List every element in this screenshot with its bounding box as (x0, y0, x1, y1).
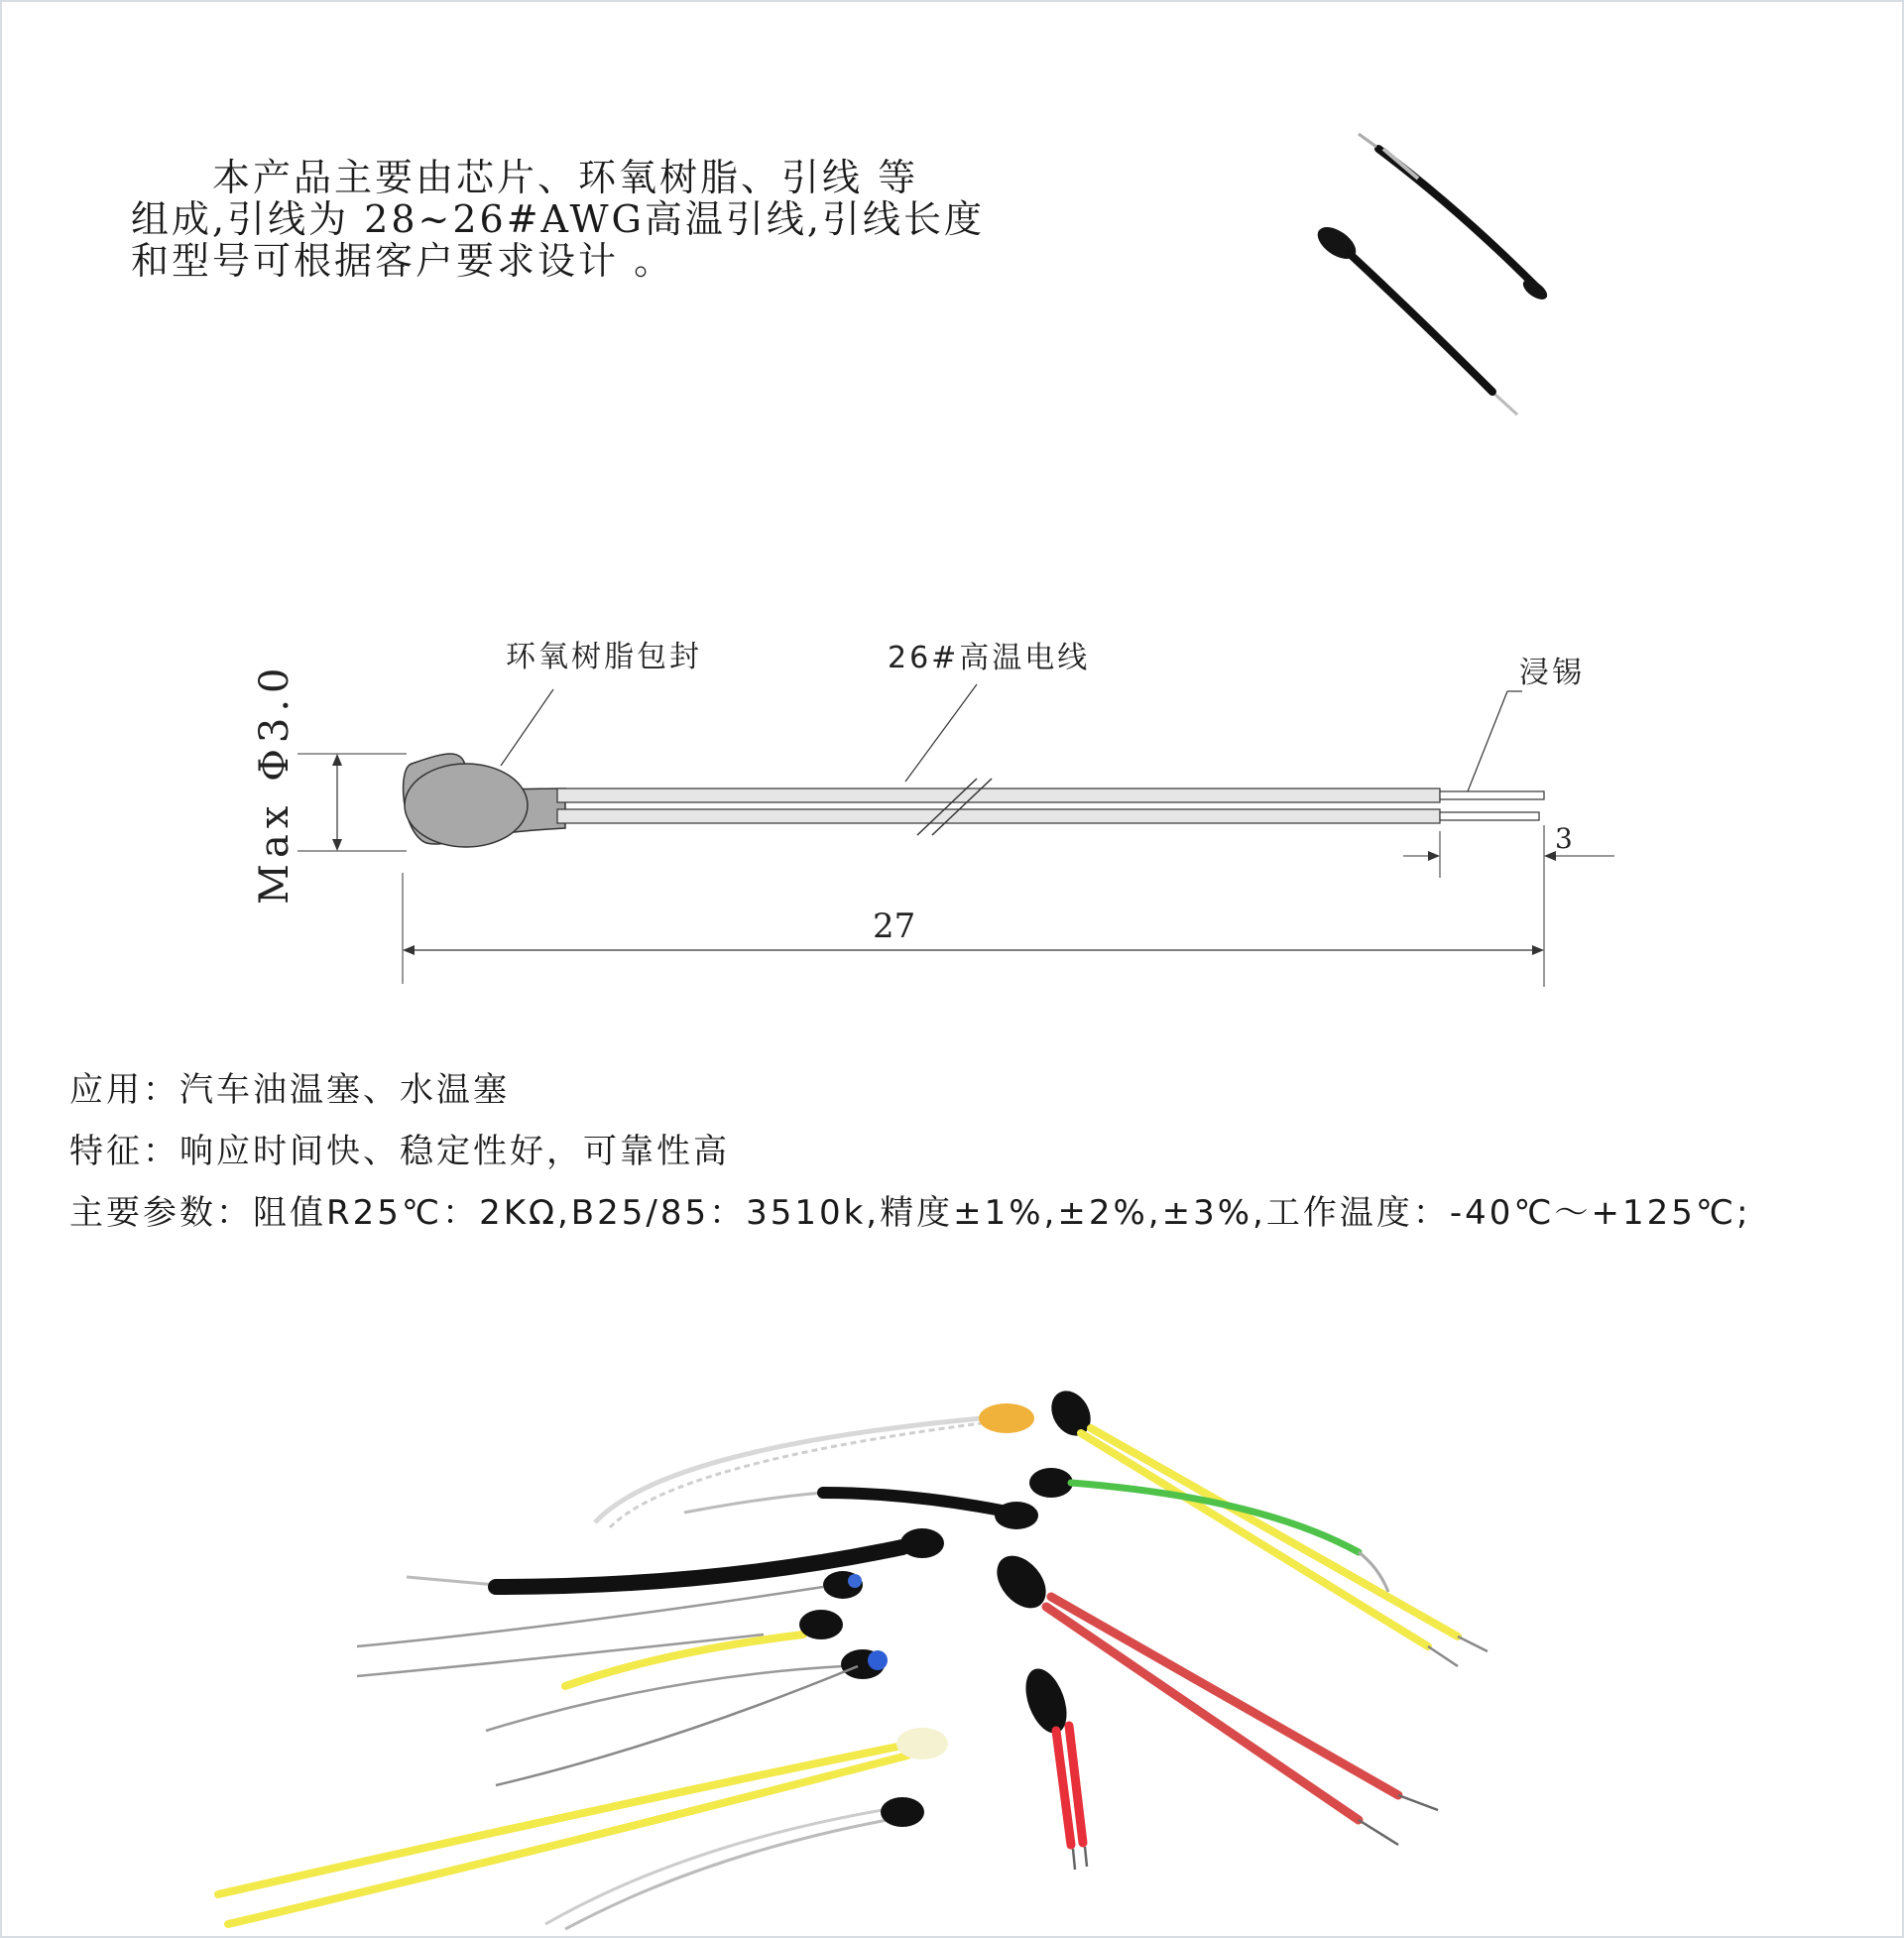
spec-parameters: 主要参数：阻值R25℃：2KΩ,B25/85：3510k,精度±1%,±2%,±3%,工作温度：-40℃～+125℃; (69, 1193, 1751, 1233)
label-dim-tin: 3 (1555, 822, 1573, 855)
intro-line-1: 本产品主要由芯片、环氧树脂、引线 等 (212, 156, 919, 199)
wire-upper (557, 788, 1440, 802)
spec-application: 应用：汽车油温塞、水温塞 (69, 1070, 510, 1110)
epoxy-bead-body (405, 764, 528, 847)
intro-line-2: 组成,引线为 28~26#AWG高温引线,引线长度 (131, 197, 985, 241)
intro-line-3: 和型号可根据客户要求设计 。 (131, 239, 675, 283)
label-diameter: Max Φ3.0 (252, 662, 298, 905)
wire-lower (557, 809, 1440, 823)
assorted-thermistors-image (218, 1384, 1488, 1929)
spec-list (69, 1059, 1751, 1244)
product-photo-top (1121, 20, 1636, 555)
label-tin: 浸锡 (1519, 656, 1585, 690)
black-thermistor-image (1312, 134, 1550, 415)
product-photo-bottom (69, 1369, 1755, 1934)
label-dim-length: 27 (873, 907, 916, 946)
intro-paragraph (131, 157, 994, 282)
tinned-lead-upper (1440, 791, 1544, 799)
break-mark (917, 779, 977, 835)
dimension-diagram (0, 595, 1904, 1012)
tinned-lead-lower (1440, 812, 1539, 820)
spec-features: 特征：响应时间快、稳定性好，可靠性高 (69, 1132, 730, 1171)
label-epoxy: 环氧树脂包封 (506, 640, 702, 674)
label-wire: 26#高温电线 (888, 641, 1091, 675)
